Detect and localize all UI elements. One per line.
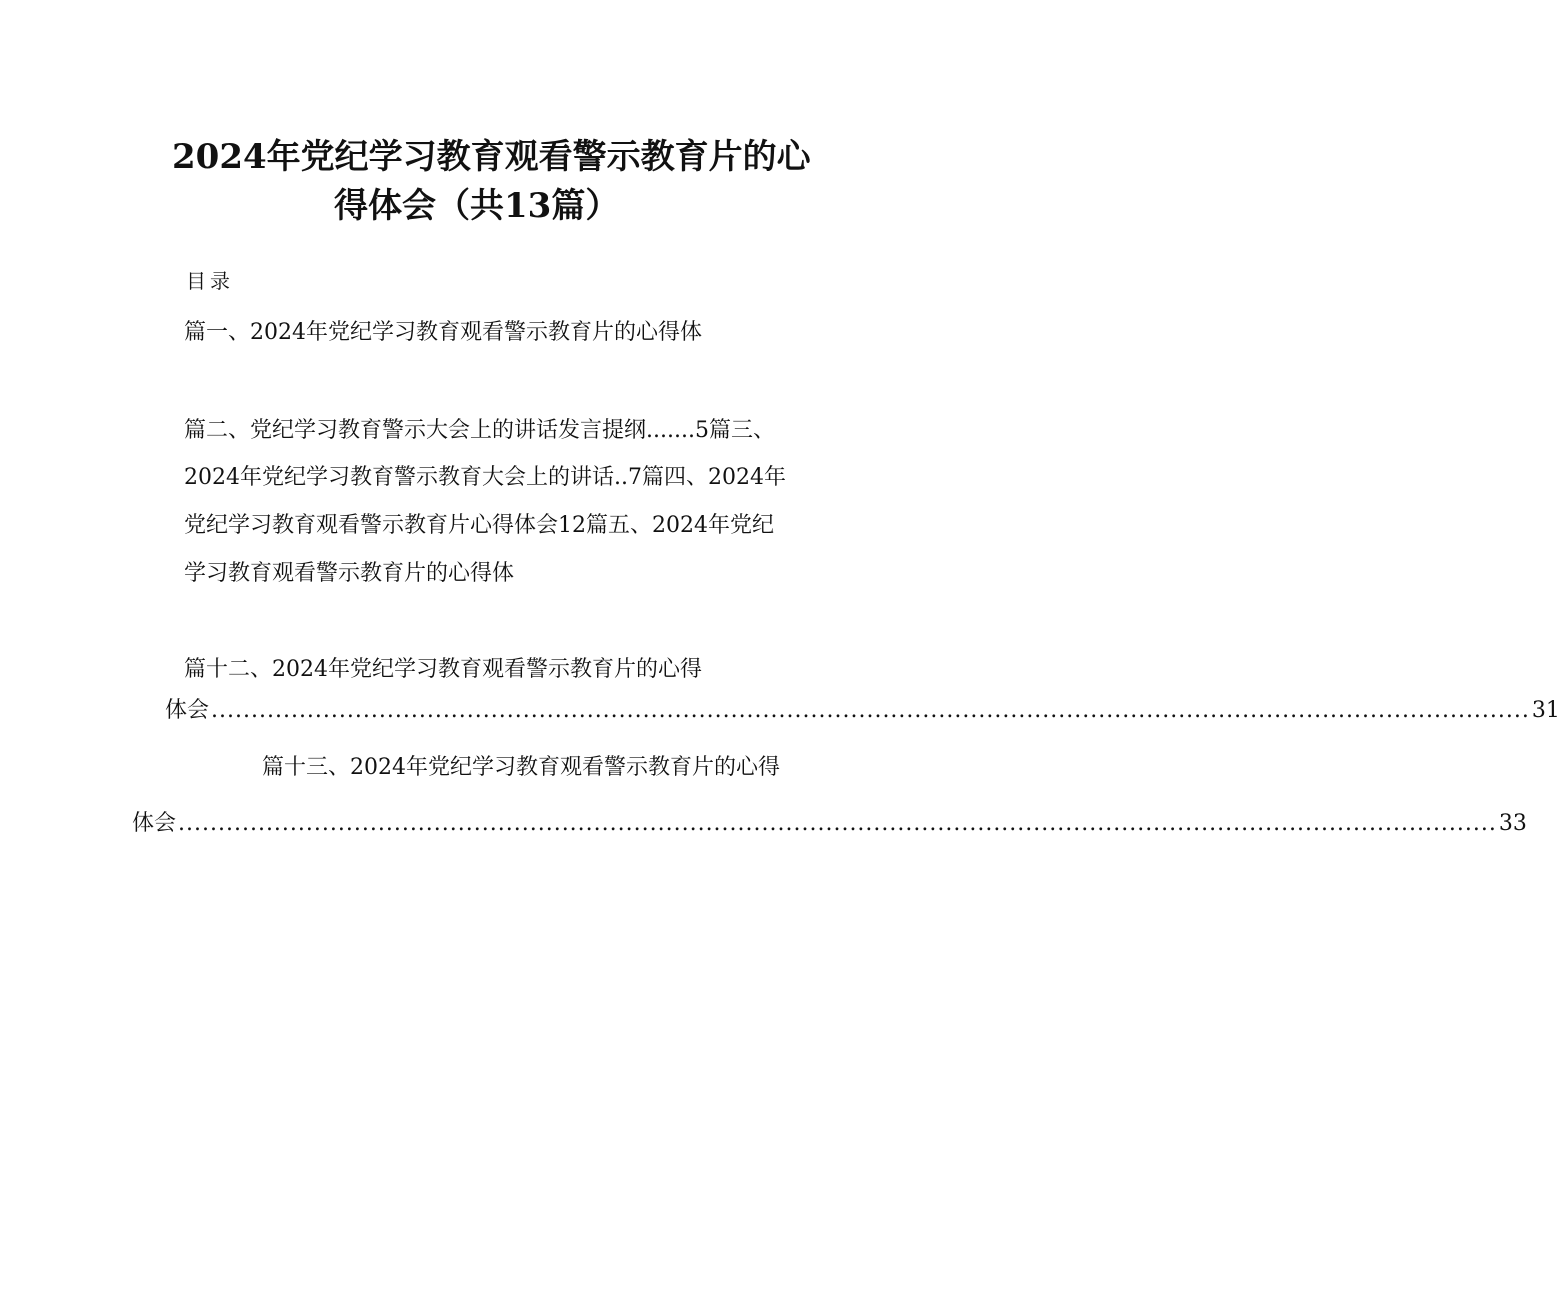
toc-entry-12-row [165,698,1560,723]
toc-line: 篇十三、2024年党纪学习教育观看警示教育片的心得 [262,755,780,780]
toc-line: 2024年党纪学习教育警示教育大会上的讲话..7篇四、2024年 [184,465,786,490]
toc-page-number: 33 [1498,811,1527,836]
toc-entry-title-tail: 体会 [165,698,210,723]
document-title-line-1: 2024年党纪学习教育观看警示教育片的心 [172,137,811,177]
toc-line: 篇二、党纪学习教育警示大会上的讲话发言提纲.......5篇三、 [184,418,775,443]
toc-line: 党纪学习教育观看警示教育片心得体会12篇五、2024年党纪 [184,513,774,538]
toc-leader-dots: ..................................................................................................................................................................... [178,811,1497,836]
toc-heading: 目录 [186,269,234,293]
toc-page-number: 31 [1531,698,1560,723]
toc-entry-13-row [132,811,1527,836]
toc-line: 篇十二、2024年党纪学习教育观看警示教育片的心得 [184,657,702,682]
toc-line: 篇一、2024年党纪学习教育观看警示教育片的心得体 [184,320,702,345]
document-title-line-2: 得体会（共13篇） [334,186,620,226]
toc-leader-dots: ..................................................................................................................................................................... [211,698,1530,723]
toc-line: 学习教育观看警示教育片的心得体 [184,561,515,586]
toc-entry-title-tail: 体会 [132,811,177,836]
